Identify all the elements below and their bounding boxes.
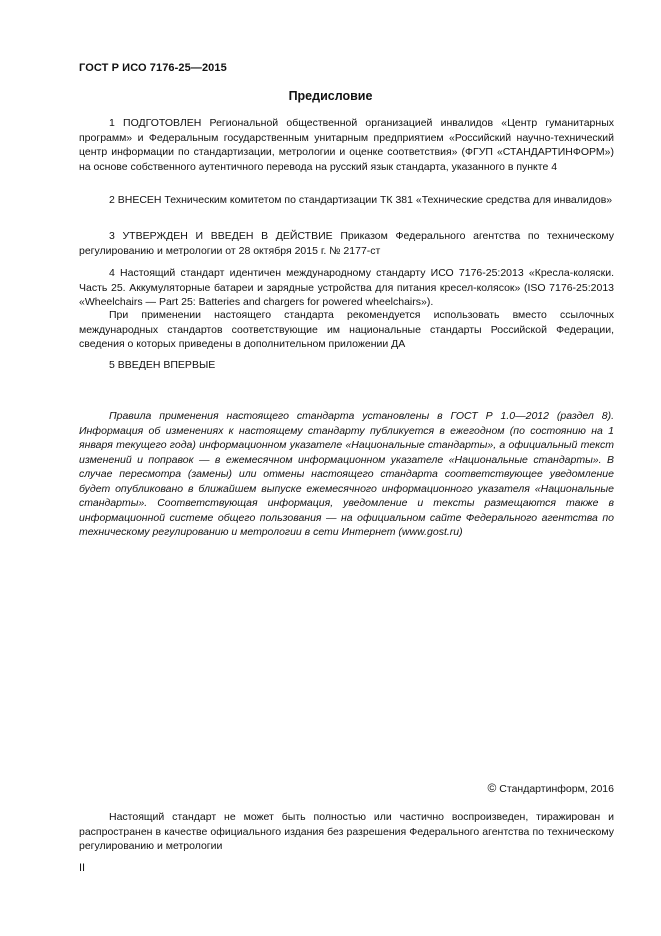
- paragraph-references: При применении настоящего стандарта рекомендуется использовать вместо ссылочных международных стандартов соответствующие им национальные стандарты Российской Федерации, сведения о которых приведены в дополнительном приложении ДА: [79, 309, 614, 350]
- paragraph-submitted-by: 2 ВНЕСЕН Техническим комитетом по стандартизации ТК 381 «Технические средства для инвалидов»: [109, 194, 613, 206]
- page-number: II: [79, 862, 86, 874]
- copyright-text: Стандартинформ, 2016: [499, 783, 614, 795]
- notice-paragraph: Правила применения настоящего стандарта установлены в ГОСТ Р 1.0—2012 (раздел 8). Информация об изменениях к настоящему стандарту публикуется в ежегодном (по состоянию на 1 января текущего года) информационном указателе «Национальные стандарты», а официальный текст изменений и поправок — в ежемесячном информационном указателе «Национальные стандарты». В случае пересмотра (замены) или отмены настоящего стандарта соответствующее уведомление будет опубликовано в ближайшем выпуске ежемесячного информационного указателя «Национальные стандарты». Соответствующая информация, уведомление и тексты размещаются также в информационной системе общего пользования — на официальном сайте Федерального агентства по техническому регулированию и метрологии в сети Интернет (www.gost.ru): [79, 410, 614, 538]
- paragraph-identical-standard: 4 Настоящий стандарт идентичен международному стандарту ИСО 7176-25:2013 «Кресла-коляски. Часть 25. Аккумуляторные батареи и зарядные устройства для питания кресел-колясок» (ISO 7176-25:2013 «Wheelchairs — Part 25: Batteries and chargers for powered wheelchairs»).: [79, 267, 614, 308]
- page-title: Предисловие: [288, 89, 373, 103]
- copyright-icon: ©: [487, 781, 497, 795]
- reproduction-note: Настоящий стандарт не может быть полностью или частично воспроизведен, тиражирован и распространен в качестве официального издания без разрешения Федерального агентства по техническому регулированию и метрологии: [79, 811, 614, 852]
- standard-number: ГОСТ Р ИСО 7176-25—2015: [79, 62, 227, 74]
- paragraph-introduced-first: 5 ВВЕДЕН ВПЕРВЫЕ: [109, 359, 216, 371]
- copyright-line: [487, 781, 614, 795]
- paragraph-prepared-by: 1 ПОДГОТОВЛЕН Региональной общественной организацией инвалидов «Центр гуманитарных программ» и Федеральным государственным унитарным предприятием «Российский научно-технический центр информации по стандартизации, метрологии и оценке соответствия» (ФГУП «СТАНДАРТИНФОРМ») на основе собственного аутентичного перевода на русский язык стандарта, указанного в пункте 4: [79, 117, 614, 173]
- paragraph-approved: 3 УТВЕРЖДЕН И ВВЕДЕН В ДЕЙСТВИЕ Приказом Федерального агентства по техническому регулированию и метрологии от 28 октября 2015 г. № 2177-ст: [79, 230, 614, 257]
